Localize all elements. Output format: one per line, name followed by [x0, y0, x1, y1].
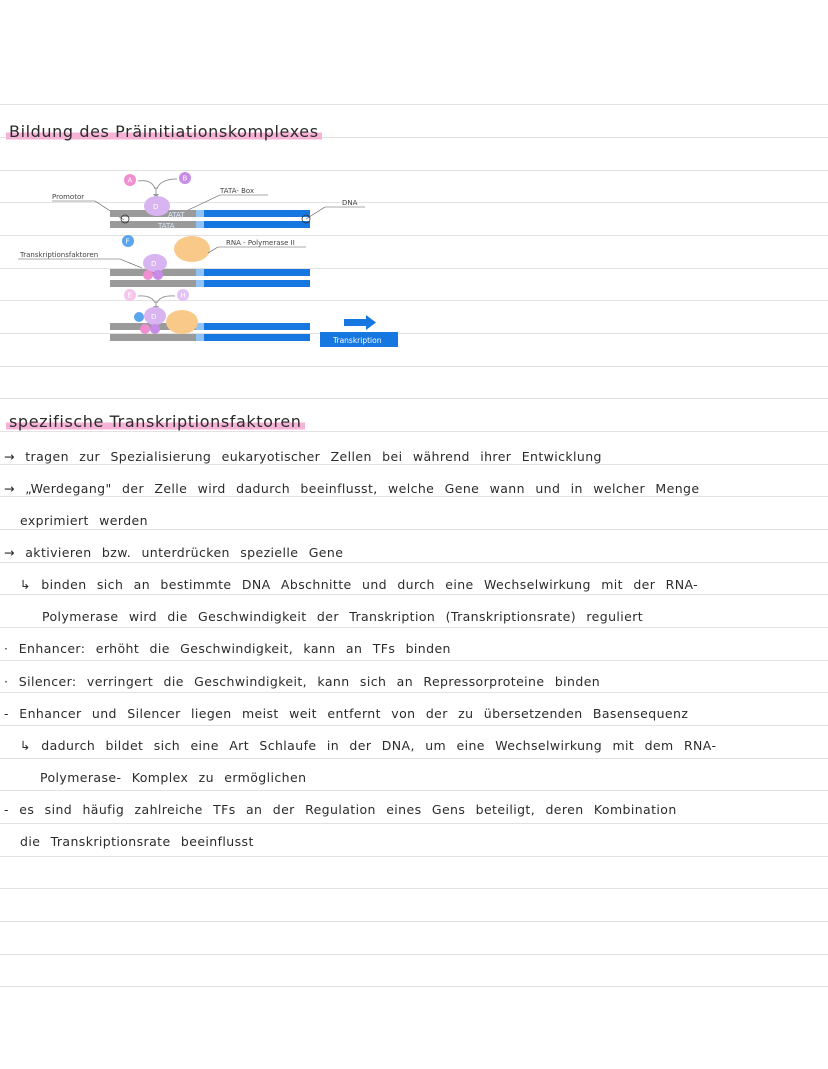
text-line-6: Polymerase wird die Geschwindigkeit der Transkription (Transkriptionsrate) reguliert: [42, 609, 644, 624]
text-line-3: exprimiert werden: [20, 513, 148, 528]
factor-f-label: F: [125, 237, 130, 246]
text-line-12: - es sind häufig zahlreiche TFs an der Regulation eines Gens beteiligt, deren Kombination: [4, 802, 677, 817]
merge-arrow-1: [138, 179, 177, 195]
promotor-label: Promotor: [52, 193, 85, 201]
preinitiation-complex-diagram: [0, 165, 420, 355]
transcription-label: Transkription: [333, 336, 382, 345]
factor-a-label: A: [127, 176, 133, 185]
factor-b-label: B: [182, 174, 188, 183]
text-line-11: Polymerase- Komplex zu ermöglichen: [40, 770, 307, 785]
rna-polymerase-2: [166, 310, 198, 334]
factor-e-label: E: [127, 291, 132, 300]
factor-d-label-2: D: [151, 260, 157, 268]
text-line-10: ↳ dadurch bildet sich eine Art Schlaufe in der DNA, um eine Wechselwirkung mit dem RNA-: [20, 738, 717, 753]
text-line-9: - Enhancer und Silencer liegen meist weit entfernt von der zu übersetzenden Basensequenz: [4, 706, 689, 721]
text-line-7: · Enhancer: erhöht die Geschwindigkeit, kann an TFs binden: [4, 641, 451, 656]
dna-strand-1-top-blue: [204, 210, 310, 217]
section1-title: Bildung des Präinitiationskomplexes: [6, 122, 322, 141]
transcription-factors-label: Transkriptionsfaktoren: [20, 251, 99, 259]
rna-polymerase-1: [174, 236, 210, 262]
rna-polymerase-label: RNA - Polymerase II: [226, 239, 295, 247]
transcription-arrow-head: [366, 315, 376, 330]
factor-d-label-3: D: [151, 313, 157, 321]
dna-strand-1-bottom-gray: [110, 221, 200, 228]
tata-box-label: TATA- Box: [220, 187, 255, 195]
text-line-4: → aktivieren bzw. unterdrücken spezielle Gene: [4, 545, 344, 560]
factor-h-label: H: [180, 291, 186, 300]
dna-strand-1-bottom-blue: [204, 221, 310, 228]
text-line-8: · Silencer: verringert die Geschwindigkeit, kann sich an Repressorproteine binden: [4, 674, 601, 689]
section2-title: spezifische Transkriptionsfaktoren: [6, 412, 305, 431]
factor-d-label-1: D: [153, 203, 159, 211]
text-line-5: ↳ binden sich an bestimmte DNA Abschnitte und durch eine Wechselwirkung mit der RNA-: [20, 577, 699, 592]
atat-label: ATAT: [168, 211, 185, 219]
text-line-13: die Transkriptionsrate beeinflusst: [20, 834, 254, 849]
text-line-2: → „Werdegang" der Zelle wird dadurch beeinflusst, welche Gene wann und in welcher Menge: [4, 481, 700, 496]
tata-label: TATA: [158, 222, 175, 230]
text-line-1: → tragen zur Spezialisierung eukaryotischer Zellen bei während ihrer Entwicklung: [4, 449, 602, 464]
dna-label: DNA: [342, 199, 358, 207]
transcription-arrow-body: [344, 319, 366, 326]
